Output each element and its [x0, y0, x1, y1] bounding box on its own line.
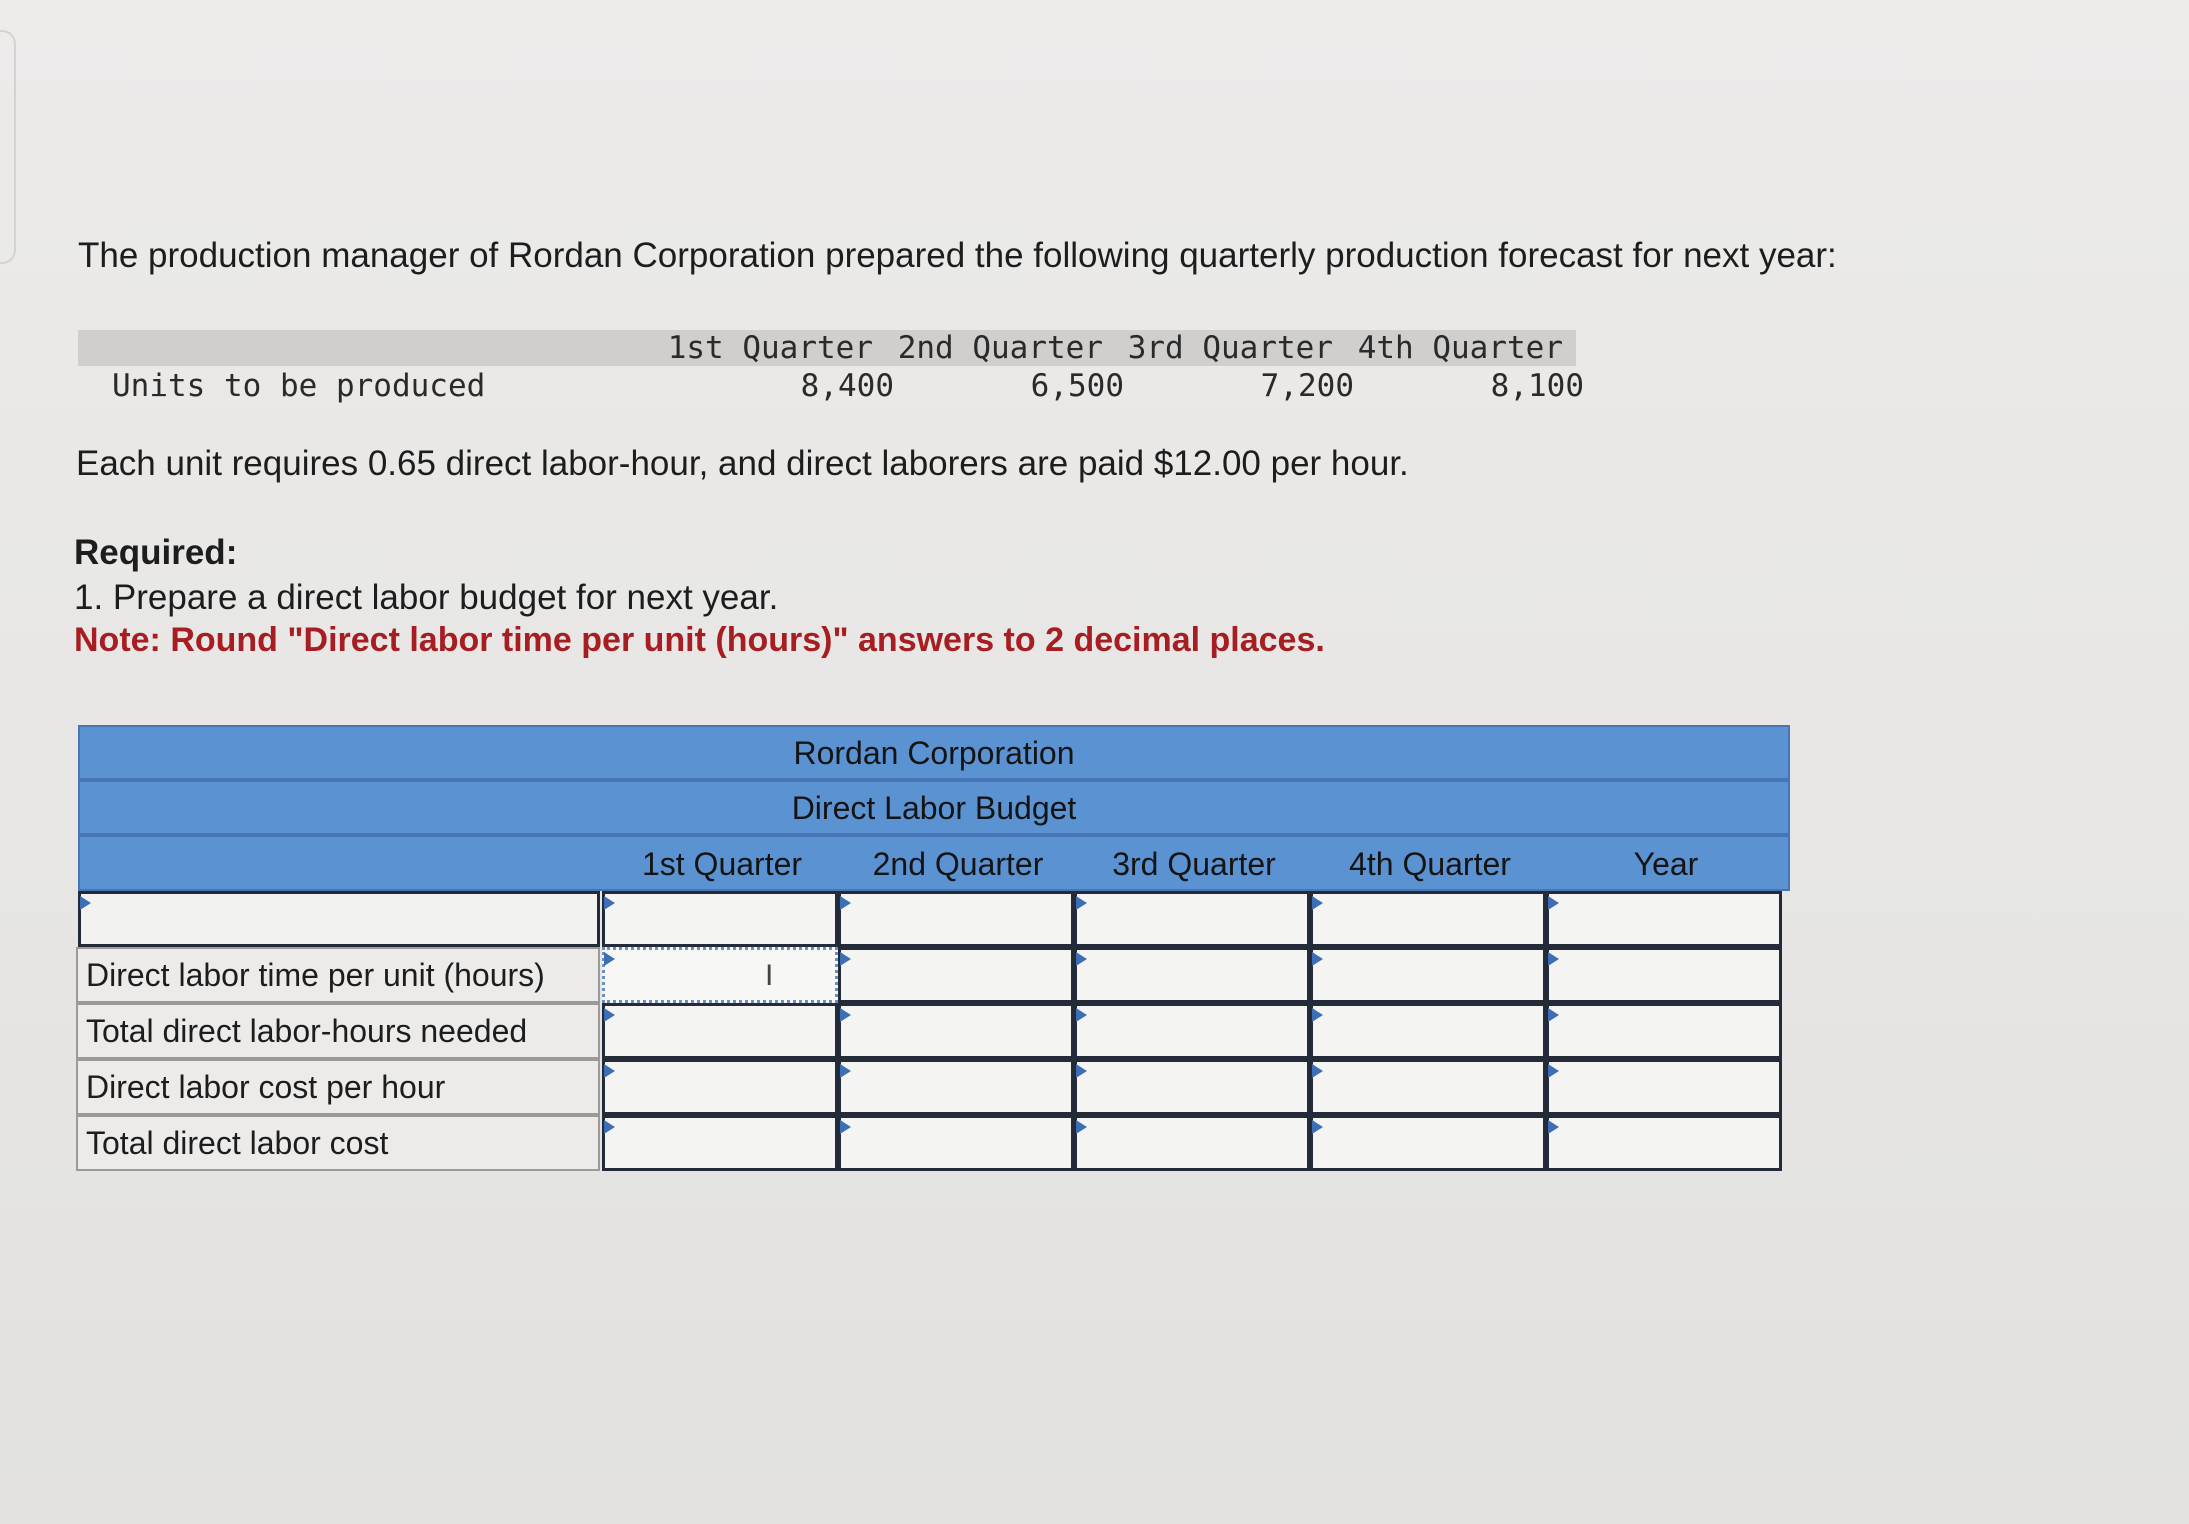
forecast-row-label: Units to be produced	[112, 368, 486, 404]
production-forecast-table	[78, 330, 1584, 406]
budget-title-header: Direct Labor Budget	[78, 780, 1790, 835]
budget-company-header: Rordan Corporation	[78, 725, 1790, 780]
input-year[interactable]	[1546, 1115, 1782, 1171]
forecast-header-q1: 1st Quarter	[667, 330, 873, 366]
input-q3[interactable]	[1074, 1003, 1310, 1059]
row-label: Total direct labor-hours needed	[76, 1003, 600, 1059]
forecast-value-q4: 8,100	[1490, 368, 1584, 404]
rounding-note: Note: Round "Direct labor time per unit (hours)" answers to 2 decimal places.	[74, 621, 1325, 659]
input-q1[interactable]	[602, 1003, 838, 1059]
input-q3[interactable]	[1074, 1115, 1310, 1171]
input-q4[interactable]	[1310, 947, 1546, 1003]
forecast-value-q1: 8,400	[800, 368, 894, 404]
row-label-select[interactable]	[78, 891, 600, 947]
input-q4[interactable]	[1310, 1115, 1546, 1171]
input-q4[interactable]	[1310, 1003, 1546, 1059]
required-heading: Required:	[74, 533, 238, 572]
required-item-1: 1. Prepare a direct labor budget for next year.	[74, 578, 779, 617]
input-q2[interactable]	[838, 1059, 1074, 1115]
forecast-value-q3: 7,200	[1260, 368, 1354, 404]
forecast-units-row	[78, 366, 1584, 406]
input-year[interactable]	[1546, 891, 1782, 947]
input-q2[interactable]	[838, 891, 1074, 947]
input-q1-active[interactable]	[602, 947, 838, 1003]
forecast-value-q2: 6,500	[1030, 368, 1124, 404]
input-q4[interactable]	[1310, 1059, 1546, 1115]
input-q1[interactable]	[602, 1115, 838, 1171]
page-edge-frame	[0, 30, 16, 264]
forecast-header-row	[78, 330, 1576, 366]
budget-column-header-row	[78, 835, 1790, 891]
row-label: Direct labor time per unit (hours)	[76, 947, 600, 1003]
input-q1[interactable]	[602, 1059, 838, 1115]
text-cursor-icon: I	[765, 959, 774, 992]
table-row	[78, 1003, 1790, 1059]
column-header-q2: 2nd Quarter	[872, 846, 1044, 882]
input-q3[interactable]	[1074, 891, 1310, 947]
input-q3[interactable]	[1074, 947, 1310, 1003]
column-header-q3: 3rd Quarter	[1112, 846, 1276, 882]
column-header-year: Year	[1633, 846, 1699, 882]
row-label: Direct labor cost per hour	[76, 1059, 600, 1115]
input-year[interactable]	[1546, 1003, 1782, 1059]
input-q2[interactable]	[838, 1003, 1074, 1059]
labor-rate-text: Each unit requires 0.65 direct labor-hour, and direct laborers are paid $12.00 per hour.	[76, 444, 1409, 483]
row-label: Total direct labor cost	[76, 1115, 600, 1171]
forecast-header-q4: 4th Quarter	[1357, 330, 1563, 366]
column-header-q1: 1st Quarter	[641, 846, 803, 882]
input-q2[interactable]	[838, 947, 1074, 1003]
input-q2[interactable]	[838, 1115, 1074, 1171]
input-year[interactable]	[1546, 947, 1782, 1003]
column-header-q4: 4th Quarter	[1349, 846, 1511, 882]
input-q3[interactable]	[1074, 1059, 1310, 1115]
table-row	[78, 891, 1790, 947]
forecast-header-q2: 2nd Quarter	[897, 330, 1103, 366]
direct-labor-budget-table	[78, 725, 1790, 1170]
forecast-header-q3: 3rd Quarter	[1127, 330, 1333, 366]
intro-text: The production manager of Rordan Corporation prepared the following quarterly production forecast for next year:	[78, 236, 1837, 275]
table-row	[78, 1059, 1790, 1115]
input-q4[interactable]	[1310, 891, 1546, 947]
table-row	[78, 1115, 1790, 1171]
table-row	[78, 947, 1790, 1003]
input-year[interactable]	[1546, 1059, 1782, 1115]
input-q1[interactable]	[602, 891, 838, 947]
